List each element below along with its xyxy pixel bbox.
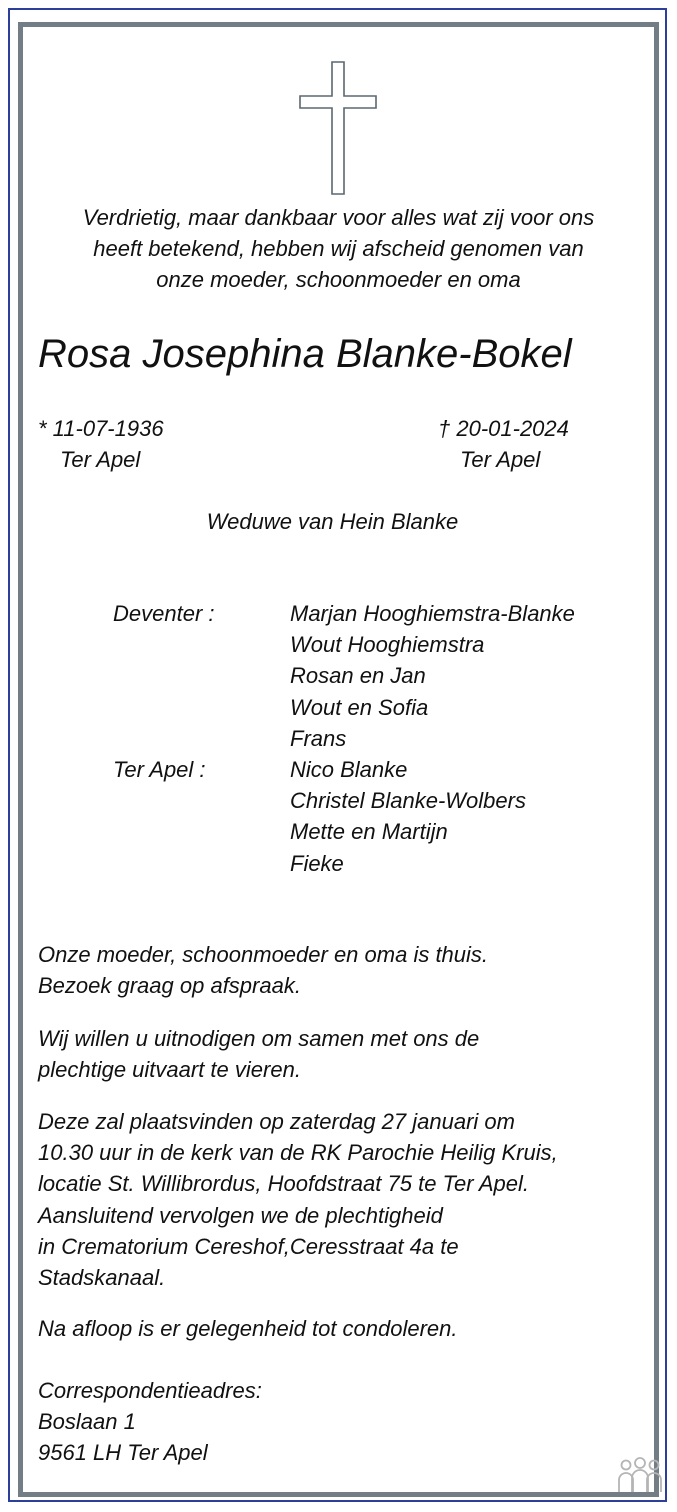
death-place: Ter Apel [460, 447, 541, 472]
family-member: Fieke [290, 850, 344, 876]
paragraph-line: Stadskanaal. [38, 1265, 166, 1291]
address-line: Boslaan 1 [38, 1409, 136, 1435]
intro-text [20, 202, 657, 295]
family-list [113, 598, 575, 879]
condolence-paragraph [38, 1313, 458, 1344]
family-member: Marjan Hooghiemstra-Blanke [290, 601, 575, 626]
ceremony-paragraph [38, 1106, 558, 1293]
widow-line: Weduwe van Hein Blanke [206, 509, 459, 534]
family-names [290, 598, 575, 754]
family-city: Ter Apel : [113, 757, 206, 783]
paragraph-line: Na afloop is er gelegenheid tot condoleren. [38, 1316, 458, 1341]
cross-icon [298, 61, 378, 195]
intro-line: onze moeder, schoonmoeder en oma [156, 267, 521, 292]
intro-line: Verdrietig, maar dankbaar voor alles wat zij voor ons [82, 205, 595, 230]
invitation-paragraph [38, 1023, 479, 1085]
correspondence-address [38, 1375, 262, 1469]
paragraph-line: 10.30 uur in de kerk van de RK Parochie Heilig Kruis, [38, 1140, 558, 1166]
birth-place: Ter Apel [60, 447, 141, 472]
family-member: Wout Hooghiemstra [290, 632, 485, 658]
intro-line: heeft betekend, hebben wij afscheid genomen van [93, 236, 584, 261]
family-group-ter-apel [113, 754, 575, 879]
paragraph-line: Deze zal plaatsvinden op zaterdag 27 januari om [38, 1109, 515, 1134]
paragraph-line: Aansluitend vervolgen we de plechtigheid [38, 1202, 443, 1228]
paragraph-line: Onze moeder, schoonmoeder en oma is thuis. [38, 942, 489, 967]
paragraph-line: in Crematorium Cereshof,Ceresstraat 4a te [38, 1233, 459, 1259]
family-member: Frans [290, 725, 347, 751]
paragraph-line: Wij willen u uitnodigen om samen met ons de [38, 1026, 480, 1051]
family-member: Wout en Sofia [290, 694, 429, 720]
birth-info [38, 413, 164, 475]
deceased-name: Rosa Josephina Blanke-Bokel [38, 332, 572, 376]
address-line: Correspondentieadres: [38, 1378, 262, 1403]
death-info [438, 413, 569, 475]
address-line: 9561 LH Ter Apel [38, 1440, 208, 1466]
family-member: Christel Blanke-Wolbers [290, 788, 526, 814]
birth-date: * 11-07-1936 [38, 416, 164, 441]
family-group-deventer [113, 598, 575, 754]
family-member: Mette en Martijn [290, 819, 448, 845]
family-logo-icon [616, 1456, 664, 1496]
family-names [290, 754, 526, 879]
death-date: † 20-01-2024 [438, 416, 569, 441]
paragraph-line: plechtige uitvaart te vieren. [38, 1057, 301, 1083]
family-member: Rosan en Jan [290, 663, 426, 689]
family-city: Deventer : [113, 601, 215, 626]
paragraph-line: Bezoek graag op afspraak. [38, 973, 301, 999]
family-member: Nico Blanke [290, 757, 408, 783]
paragraph-line: locatie St. Willibrordus, Hoofdstraat 75 te Ter Apel. [38, 1171, 529, 1197]
visiting-paragraph [38, 939, 488, 1001]
